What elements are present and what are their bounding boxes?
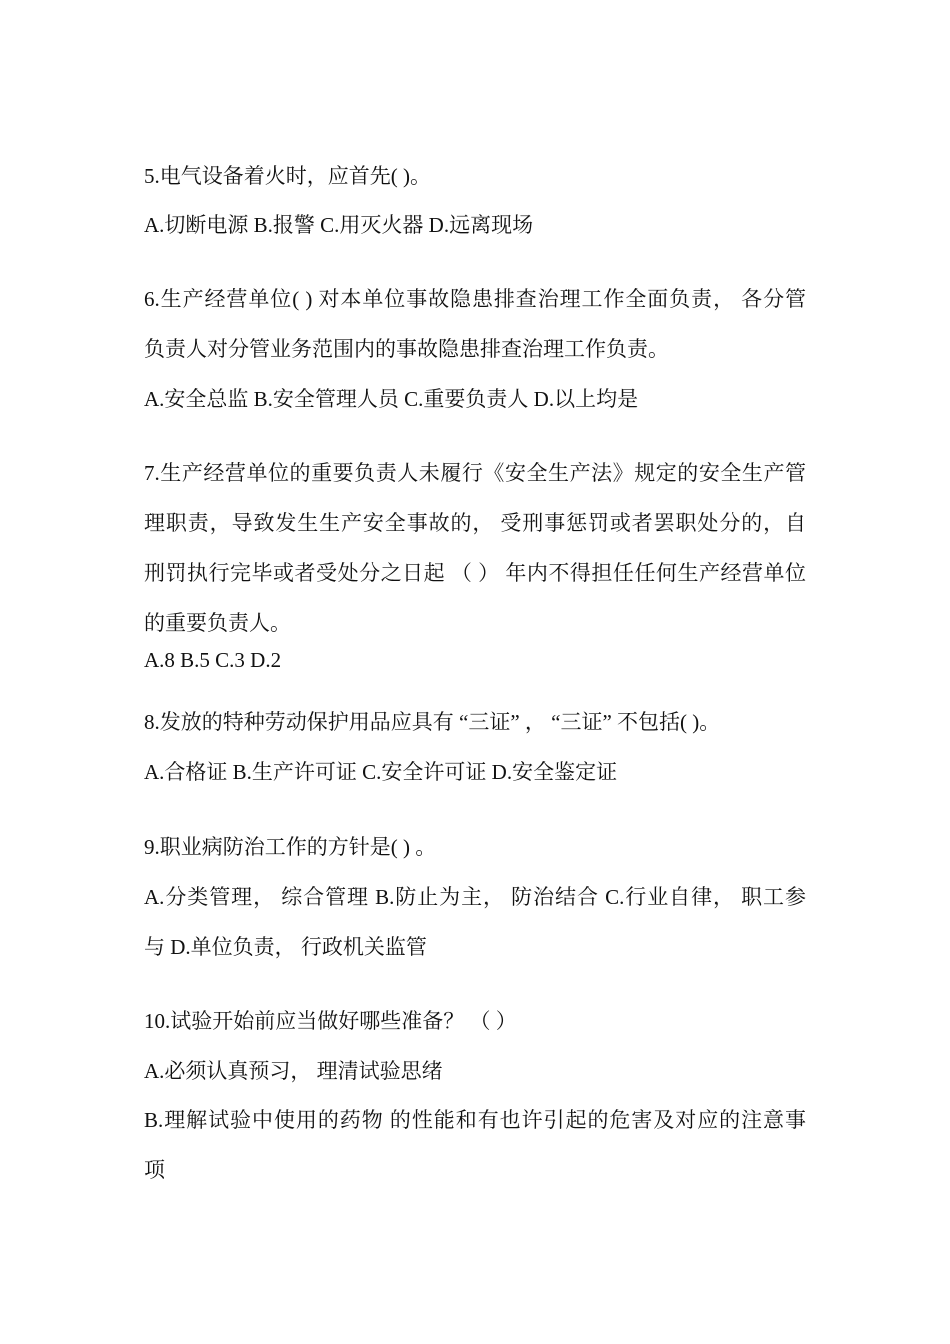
question-7-text-line-4: 的重要负责人。 bbox=[144, 611, 291, 635]
question-7-text-line-2: 理职责，导致发生生产安全事故的， 受刑事惩罚或者罢职处分的，自 bbox=[144, 511, 806, 535]
question-10-option-a: A.必须认真预习， 理清试验思绪 bbox=[144, 1059, 443, 1083]
question-8-options: A.合格证 B.生产许可证 C.安全许可证 D.安全鉴定证 bbox=[144, 760, 618, 784]
question-6-text-line-1: 6.生产经营单位( ) 对本单位事故隐患排查治理工作全面负责， 各分管 bbox=[144, 287, 806, 311]
question-10-option-b-line-1: B.理解试验中使用的药物 的性能和有也许引起的危害及对应的注意事 bbox=[144, 1108, 806, 1132]
question-10-option-b-line-2: 项 bbox=[144, 1158, 165, 1182]
question-5-text: 5.电气设备着火时，应首先( )。 bbox=[144, 164, 431, 188]
question-10-text: 10.试验开始前应当做好哪些准备？ （ ） bbox=[144, 1009, 517, 1033]
question-6-options: A.安全总监 B.安全管理人员 C.重要负责人 D.以上均是 bbox=[144, 387, 639, 411]
question-9-options-line-1: A.分类管理， 综合管理 B.防止为主， 防治结合 C.行业自律， 职工参 bbox=[144, 885, 806, 909]
question-5-options: A.切断电源 B.报警 C.用灭火器 D.远离现场 bbox=[144, 213, 534, 237]
question-6-text-line-2: 负责人对分管业务范围内的事故隐患排查治理工作负责。 bbox=[144, 337, 669, 361]
question-7-text-line-3: 刑罚执行完毕或者受处分之日起 （ ） 年内不得担任任何生产经营单位 bbox=[144, 561, 806, 585]
question-9-options-line-2: 与 D.单位负责， 行政机关监管 bbox=[144, 935, 427, 959]
question-8-text: 8.发放的特种劳动保护用品应具有 “三证” ， “三证” 不包括( )。 bbox=[144, 710, 721, 734]
question-7-options: A.8 B.5 C.3 D.2 bbox=[144, 648, 282, 672]
question-7-text-line-1: 7.生产经营单位的重要负责人未履行《安全生产法》规定的安全生产管 bbox=[144, 461, 806, 485]
question-9-text: 9.职业病防治工作的方针是( ) 。 bbox=[144, 835, 437, 859]
